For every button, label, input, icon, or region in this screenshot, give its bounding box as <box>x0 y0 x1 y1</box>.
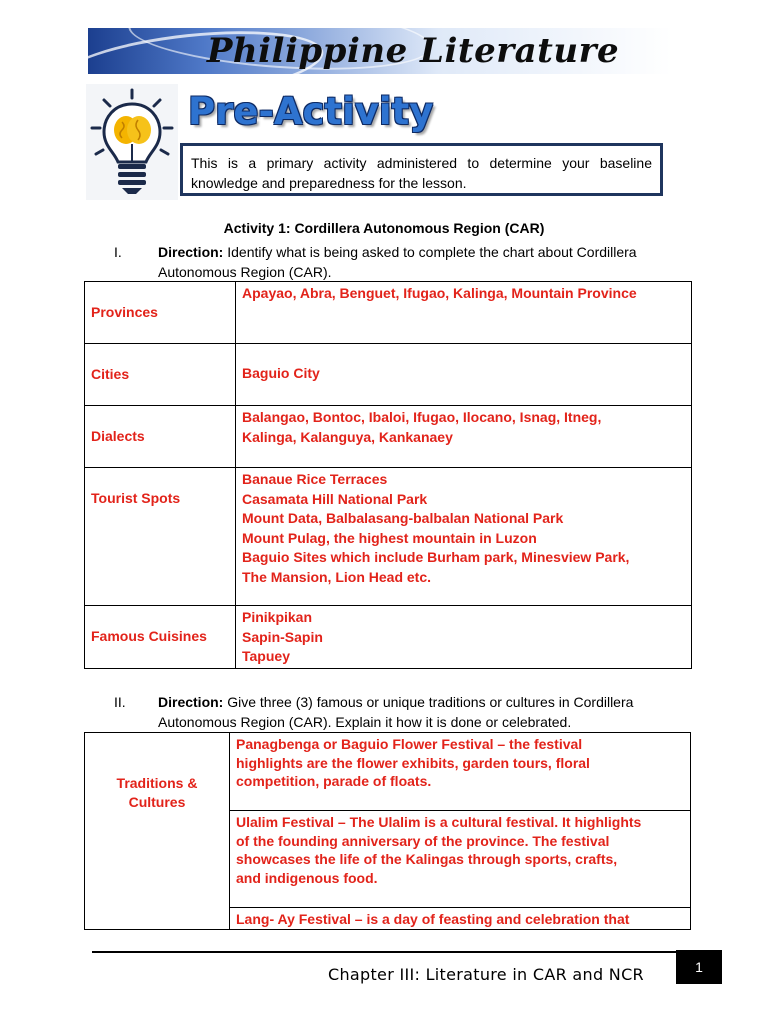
row-label: Famous Cuisines <box>85 606 236 669</box>
value-line: Casamata Hill National Park <box>242 490 428 507</box>
direction-body: Give three (3) famous or unique traditions or cultures in Cordillera Autonomous Region (CAR). Explain it how it is done or celebrated. <box>158 694 634 730</box>
direction-text <box>158 692 682 732</box>
row-value <box>236 468 692 606</box>
value-line: Balangao, Bontoc, Ibaloi, Ifugao, Ilocano, Isnag, Itneg, <box>242 409 602 425</box>
tradition-line: and indigenous food. <box>236 869 378 886</box>
value-line: Apayao, Abra, Benguet, Ifugao, Kalinga, Mountain Province <box>242 285 637 301</box>
lightbulb-brain-icon <box>86 84 178 200</box>
table-row <box>85 406 692 468</box>
traditions-table <box>84 732 691 930</box>
row-label: Provinces <box>85 282 236 344</box>
tradition-line: Ulalim Festival – The Ulalim is a cultural festival. It highlights <box>236 814 642 830</box>
header-banner <box>88 28 672 74</box>
value-line: Baguio City <box>242 365 320 382</box>
page-number: 1 <box>676 950 722 984</box>
value-line: Sapin-Sapin <box>242 628 323 645</box>
value-line: Pinikpikan <box>242 609 313 625</box>
traditions-label-line: Traditions & <box>116 775 198 791</box>
row-value <box>236 606 692 669</box>
footer-divider <box>92 951 676 953</box>
banner-title: Philippine Literature <box>206 31 620 71</box>
value-line: The Mansion, Lion Head etc. <box>242 568 432 585</box>
activity-title: Activity 1: Cordillera Autonomous Region (CAR) <box>223 220 545 236</box>
table-row <box>85 282 692 344</box>
traditions-label-line: Cultures <box>128 793 186 810</box>
table-row <box>85 733 691 811</box>
direction-number: II. <box>114 694 126 710</box>
tradition-line: of the founding anniversary of the province. The festival <box>236 832 610 849</box>
direction-body: Identify what is being asked to complete the chart about Cordillera Autonomous Region (CAR). <box>158 244 637 280</box>
value-line: Kalinga, Kalanguya, Kankanaey <box>242 428 453 445</box>
table-row <box>85 468 692 606</box>
tradition-item <box>230 908 691 930</box>
tradition-line: Panagbenga or Baguio Flower Festival – the festival <box>236 736 583 752</box>
section-title: Pre-Activity <box>188 90 434 133</box>
row-value <box>236 406 692 468</box>
row-value <box>236 344 692 406</box>
row-label: Tourist Spots <box>85 468 236 606</box>
traditions-label <box>85 733 230 930</box>
direction-label: Direction: <box>158 694 224 710</box>
tradition-line: highlights are the flower exhibits, garden tours, floral <box>236 754 590 771</box>
value-line: Mount Data, Balbalasang-balbalan National Park <box>242 510 564 526</box>
tradition-line: competition, parade of floats. <box>236 773 432 789</box>
chapter-footer: Chapter III: Literature in CAR and NCR <box>328 965 644 984</box>
tradition-item <box>230 811 691 908</box>
row-label: Cities <box>85 344 236 406</box>
table-row <box>85 606 692 669</box>
table-row <box>85 344 692 406</box>
value-line: Mount Pulag, the highest mountain in Luzon <box>242 529 537 546</box>
row-label: Dialects <box>85 406 236 468</box>
row-value <box>236 282 692 344</box>
tradition-item <box>230 733 691 811</box>
value-line: Tapuey <box>242 648 290 664</box>
intro-box: This is a primary activity administered to determine your baseline knowledge and preparedness for the lesson. <box>180 143 663 196</box>
direction-label: Direction: <box>158 244 224 260</box>
value-line: Baguio Sites which include Burham park, Minesview Park, <box>242 549 630 565</box>
tradition-line: Lang- Ay Festival – is a day of feasting and celebration that <box>236 911 630 927</box>
car-chart-table <box>84 281 692 669</box>
direction-number: I. <box>114 244 122 260</box>
direction-text <box>158 242 682 282</box>
tradition-line: showcases the life of the Kalingas through sports, crafts, <box>236 851 618 867</box>
value-line: Banaue Rice Terraces <box>242 471 388 487</box>
